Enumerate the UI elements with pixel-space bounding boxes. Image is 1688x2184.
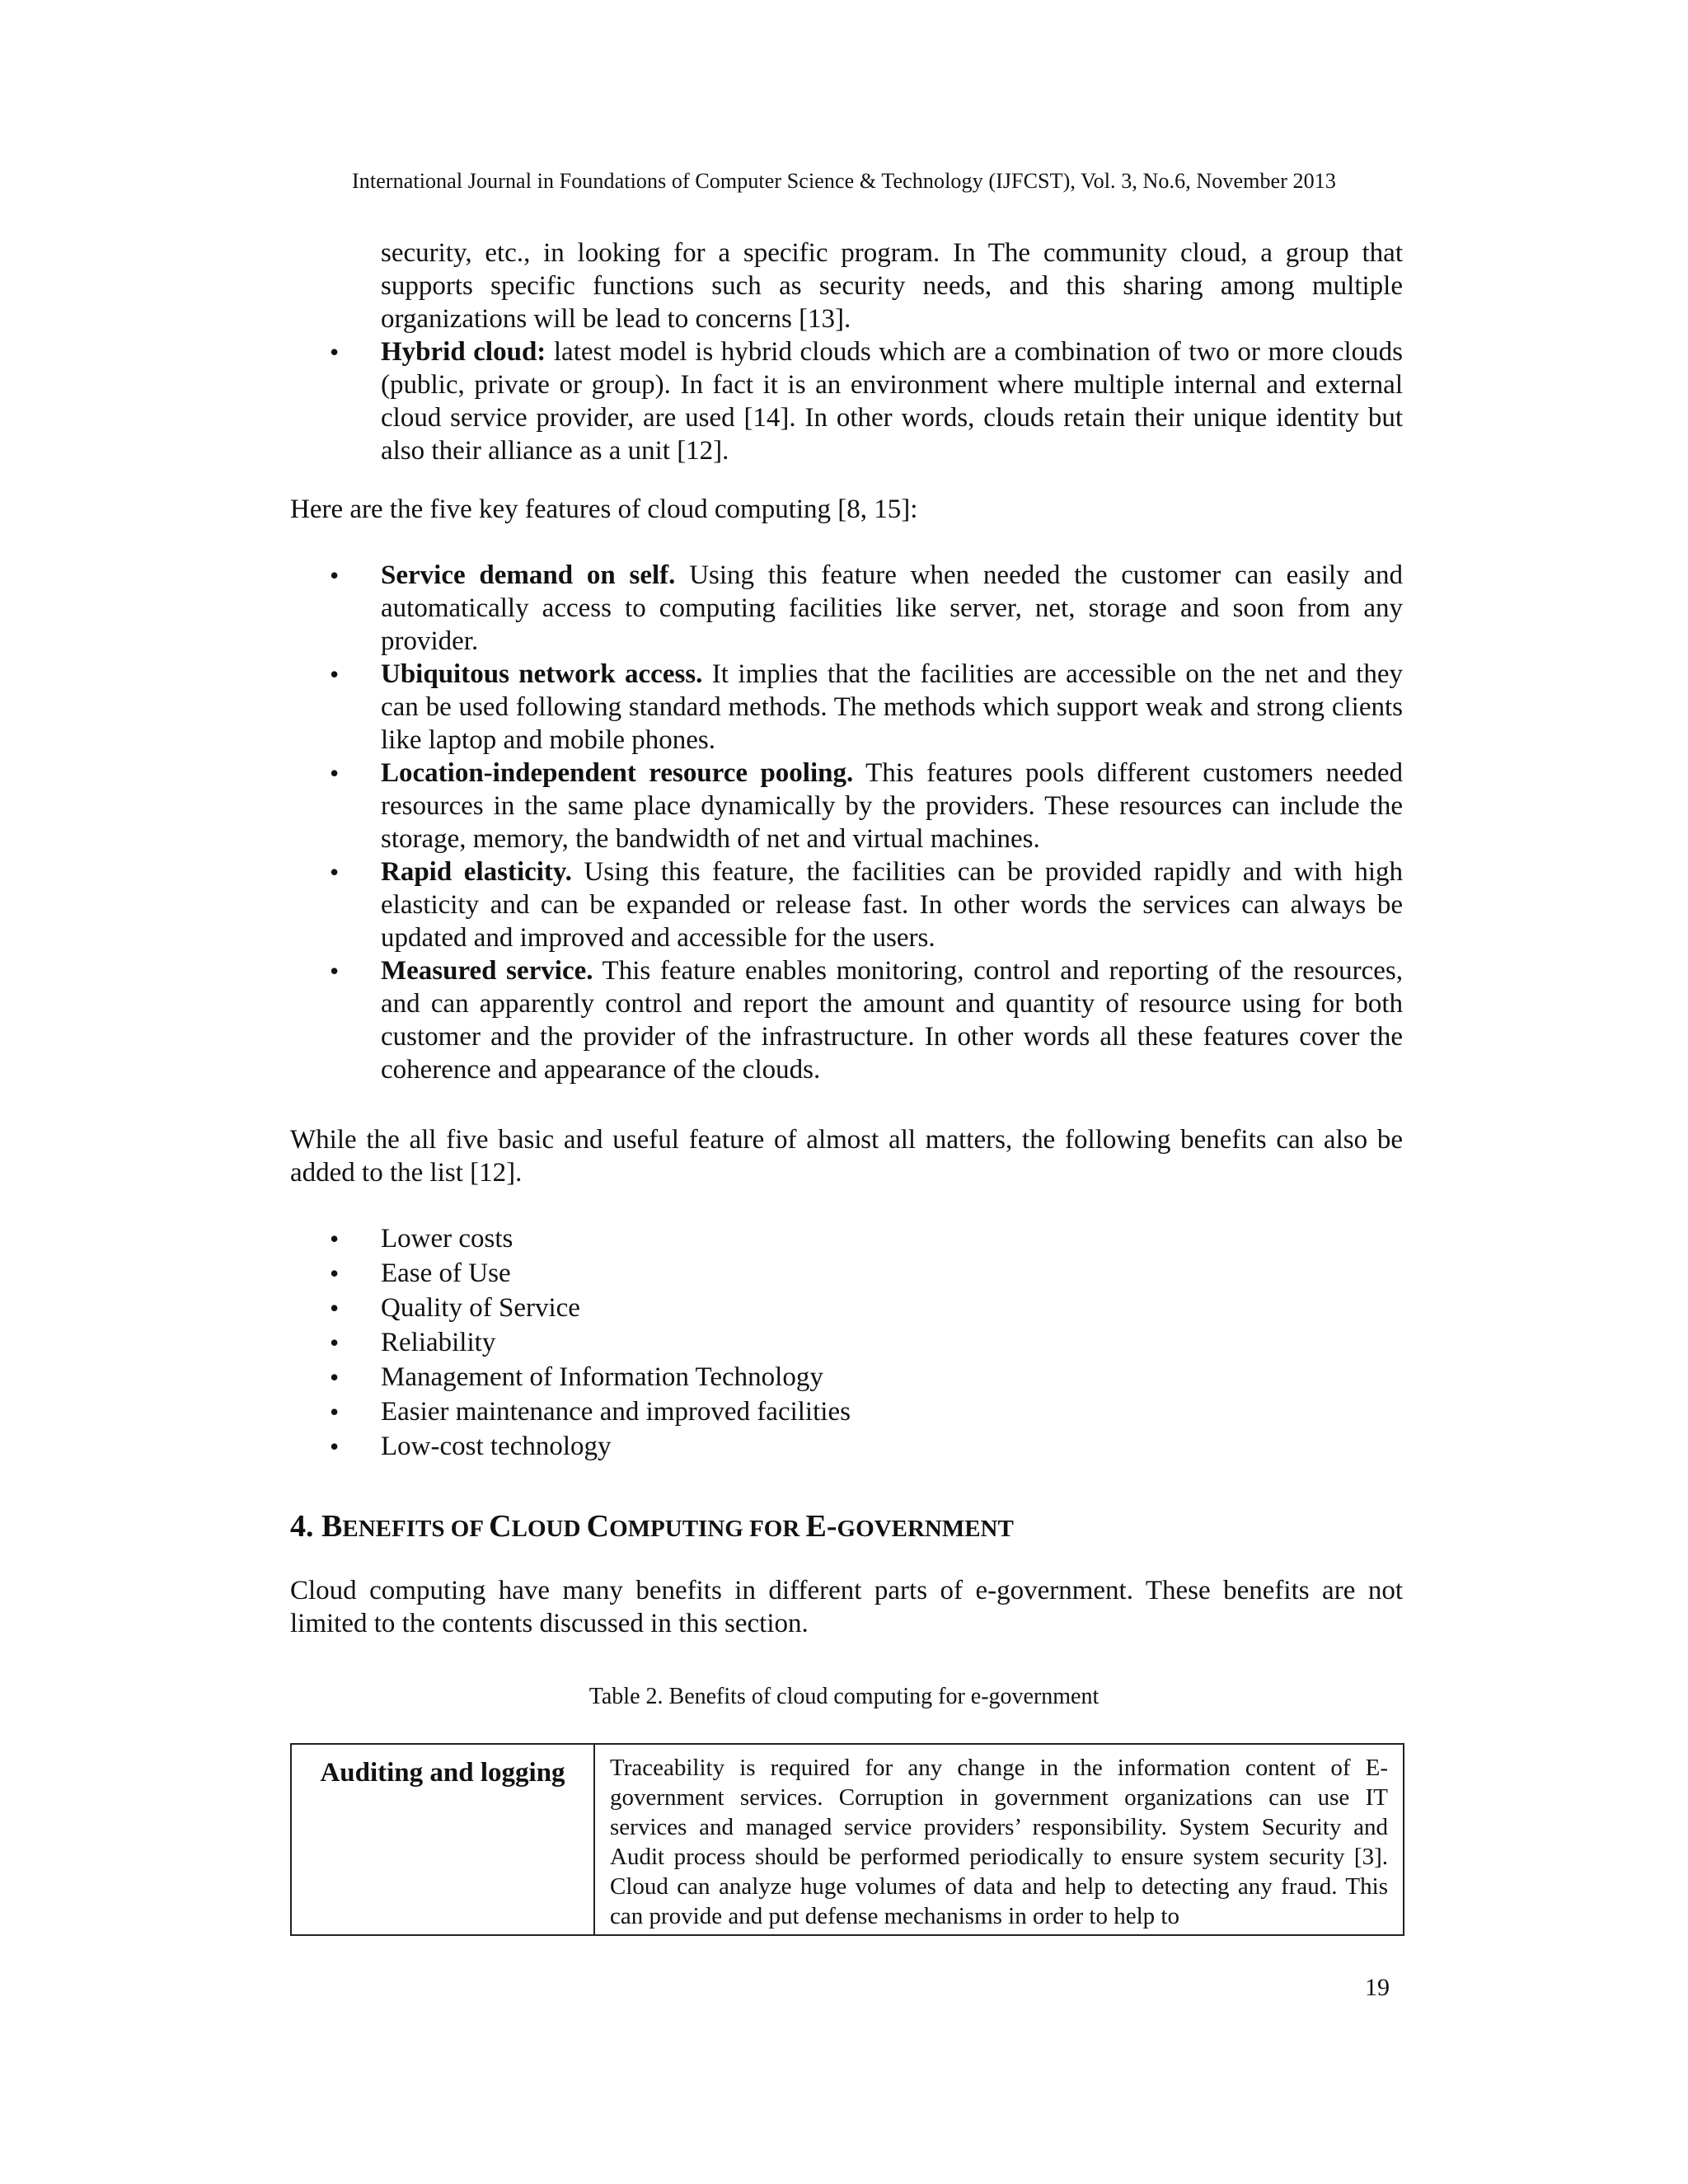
feature-item <box>290 757 1403 855</box>
feature-term: Measured service. <box>381 956 593 986</box>
feature-text: Using this feature when needed the customer can easily and automatically access to computing facilities like server, net, storage and soon from any provider. <box>381 560 1403 656</box>
list-item: • Easier maintenance and improved facilities <box>290 1394 1403 1429</box>
feature-term: Ubiquitous network access. <box>381 659 703 689</box>
section-title-part: C <box>586 1509 610 1544</box>
benefits-list <box>290 1221 1403 1464</box>
section-title-part: C <box>489 1509 512 1544</box>
list-item: • Quality of Service <box>290 1291 1403 1325</box>
feature-item <box>290 855 1403 954</box>
hybrid-term: Hybrid cloud: <box>381 337 546 367</box>
list-item: • Management of Information Technology <box>290 1360 1403 1394</box>
feature-text: Using this feature, the facilities can be provided rapidly and with high elasticity and can be expanded or release fast. In other words the services can always be updated and improved and accessible for the users. <box>381 857 1403 953</box>
section-title-part: E- <box>805 1509 837 1544</box>
list-item: • Lower costs <box>290 1221 1403 1256</box>
feature-item <box>290 559 1403 658</box>
list-item: • Ease of Use <box>290 1256 1403 1291</box>
feature-item <box>290 658 1403 757</box>
hybrid-text: latest model is hybrid clouds which are a combination of two or more clouds (public, private or group). In fact it is an environment where multiple internal and external cloud service provider, are used [14]. In other words, clouds retain their unique identity but also their alliance as a unit [12]. <box>381 337 1404 466</box>
feature-term: Location-independent resource pooling. <box>381 758 854 788</box>
section-intro: Cloud computing have many benefits in different parts of e-government. These benefits are not limited to the contents discussed in this section. <box>290 1576 1403 1638</box>
benefits-intro: While the all five basic and useful feature of almost all matters, the following benefits can also be added to the list [12]. <box>290 1125 1403 1188</box>
features-intro: Here are the five key features of cloud computing [8, 15]: <box>290 494 918 524</box>
table-cell-key: Auditing and logging <box>291 1744 594 1935</box>
section-title-part: GOVERNMENT <box>837 1516 1014 1542</box>
benefits-list-container <box>290 1221 1403 1464</box>
feature-term: Service demand on self. <box>381 560 676 590</box>
list-item: • Reliability <box>290 1325 1403 1360</box>
community-cloud-continuation <box>290 237 1403 467</box>
section-title-part: ENEFITS OF <box>342 1516 490 1542</box>
continued-paragraph: security, etc., in looking for a specific program. In The community cloud, a group that supports specific functions such as security needs, and this sharing among multiple organizations will be lead to concerns [13]. <box>381 238 1403 334</box>
table-caption: Table 2. Benefits of cloud computing for e-government <box>588 1684 1100 1709</box>
feature-text: This feature enables monitoring, control and reporting of the resources, and can apparently control and report the amount and quantity of resource using for both customer and the provider of the infrastructure. In other words all these features cover the coherence and appearance of the clouds. <box>381 956 1403 1085</box>
section-title-part: LOUD <box>511 1516 587 1542</box>
feature-text: It implies that the facilities are accessible on the net and they can be used following standard methods. The methods which support weak and strong clients like laptop and mobile phones. <box>381 659 1404 755</box>
table-cell-value: Traceability is required for any change in the information content of E-government services. Corruption in government organizations can use IT services and managed service providers’ responsibility. System Security and Audit process should be performed periodically to ensure system security [3]. Cloud can analyze huge volumes of data and help to detecting any fraud. This can provide and put defense mechanisms in order to help to <box>594 1744 1404 1935</box>
section-title-part: B <box>321 1509 343 1544</box>
table-row <box>291 1744 1404 1935</box>
section-title-part: OMPUTING FOR <box>609 1516 806 1542</box>
feature-text: This features pools different customers needed resources in the same place dynamically by the providers. These resources can include the storage, memory, the bandwidth of net and virtual machines. <box>381 758 1404 854</box>
running-header: International Journal in Foundations of Computer Science & Technology (IJFCST), Vol. 3, No.6, November 2013 <box>352 169 1336 193</box>
hybrid-cloud-item <box>290 335 1403 467</box>
section-number: 4. <box>290 1509 314 1544</box>
page-number: 19 <box>1365 1974 1390 2001</box>
feature-term: Rapid elasticity. <box>381 857 572 887</box>
feature-item <box>290 954 1403 1086</box>
list-item: • Low-cost technology <box>290 1429 1403 1464</box>
section-heading <box>290 1508 1014 1544</box>
features-list <box>290 559 1403 1086</box>
benefits-table <box>290 1743 1404 1936</box>
